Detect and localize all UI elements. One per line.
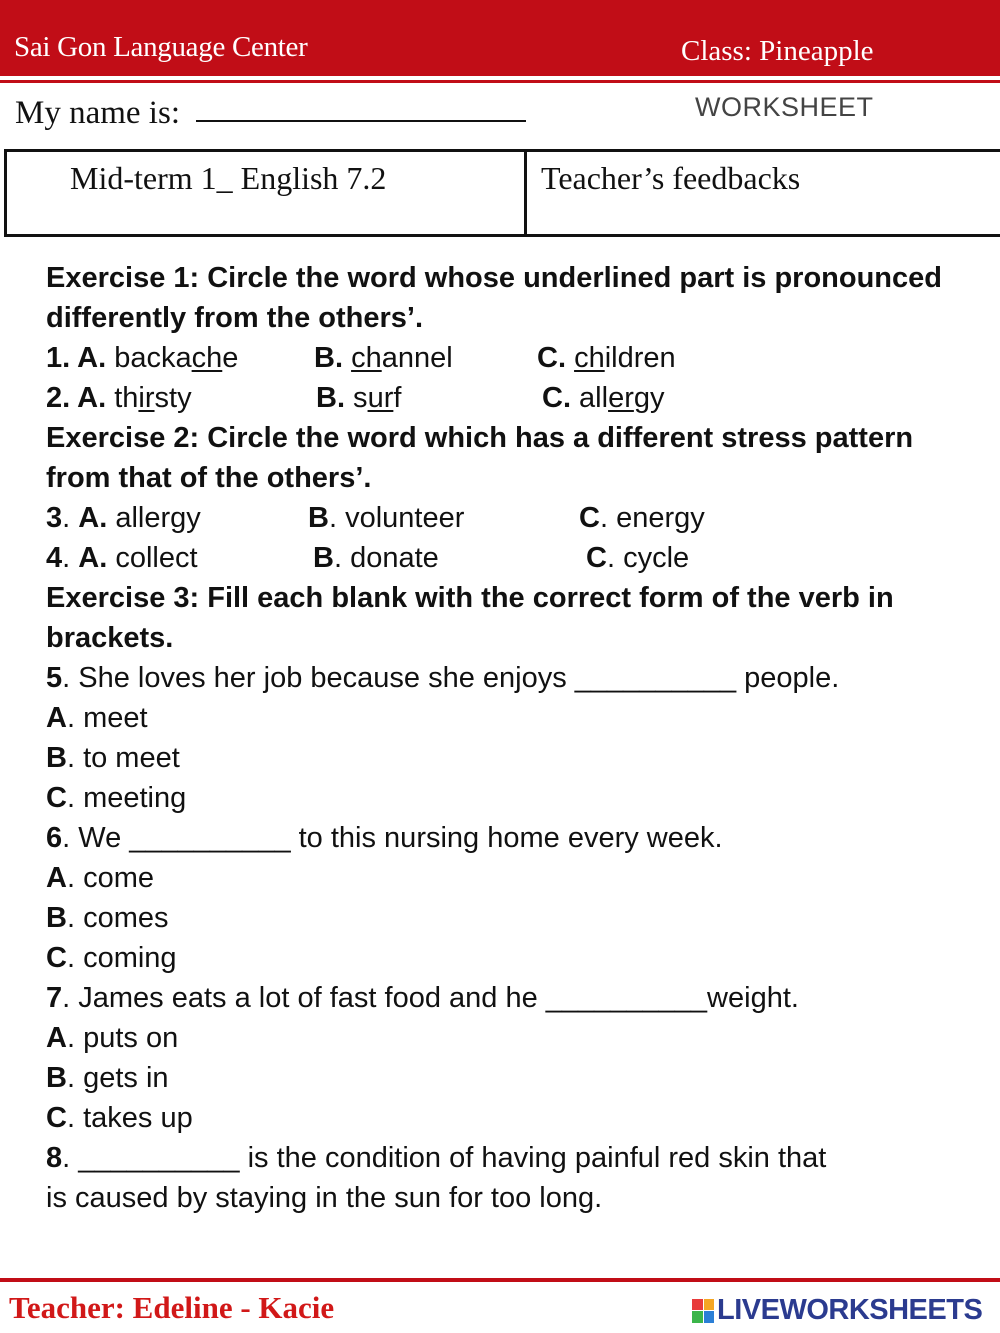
q7-number: 7 [46,982,63,1014]
q5-c-text: . meeting [66,782,187,814]
teacher-credit: Teacher: Edeline - Kacie [9,1290,335,1325]
q6-b-letter: B [46,902,67,934]
q3-option-c[interactable] [579,498,705,538]
q4-number: 4 [46,542,63,574]
feedback-label: Teacher’s feedbacks [541,160,801,196]
q3-c-text: . energy [599,502,705,534]
q5-a-text: . meet [66,702,148,734]
q7-option-a[interactable] [46,1018,976,1058]
q7-stem: . James eats a lot of fast food and he __________weight. [62,982,799,1014]
q5-b-text: . to meet [66,742,180,774]
name-label: My name is: [15,95,180,131]
q3-c-letter: C [579,502,600,534]
q1-b-letter: B. [314,342,343,374]
q6-option-a[interactable] [46,858,976,898]
exercise-3-heading: Exercise 3: Fill each blank with the correct form of the verb in brackets. [46,582,894,654]
liveworksheets-brand: LIVEWORKSHEETS [717,1294,983,1326]
q2-b-underline: ur [367,382,394,414]
q4-a-letter: A. [78,542,108,574]
q5-number: 5 [46,662,63,694]
q7-option-b[interactable] [46,1058,976,1098]
q7-c-text: . takes up [66,1102,193,1134]
q2-c-text: all [571,382,609,414]
q7-a-text: . puts on [66,1022,179,1054]
exercise-2-heading: Exercise 2: Circle the word which has a different stress pattern from that of the others’. [46,422,914,494]
q2-a-underline: ir [138,382,155,414]
worksheet-label: WORKSHEET [695,92,874,122]
question-3: 3. A. allergy B. volunteer C. energy [46,498,976,538]
q2-option-b[interactable] [316,378,401,418]
liveworksheets-logo[interactable] [692,1294,982,1327]
q2-b-text-end: f [393,382,402,414]
q2-c-underline: er [608,382,634,414]
q5-option-c[interactable] [46,778,976,818]
q1-b-underline: ch [351,342,382,374]
q1-a-text-end: e [222,342,239,374]
info-box-divider [524,149,527,237]
question-2 [46,378,976,418]
q1-a-text: backa [106,342,192,374]
q3-option-b[interactable] [308,498,464,538]
q5-a-letter: A [46,702,67,734]
exercise-content [46,258,976,1218]
q5-option-b[interactable] [46,738,976,778]
q2-a-text: th [106,382,139,414]
q2-number: 2. [46,382,78,414]
q2-b-text: s [345,382,368,414]
q1-a-underline: ch [191,342,223,374]
q1-c-letter: C. [537,342,566,374]
question-6 [46,818,976,858]
q7-b-text: . gets in [66,1062,169,1094]
name-input-line[interactable] [196,120,526,122]
q8-stem-line2: is caused by staying in the sun for too long. [46,1182,603,1214]
q1-option-c[interactable] [537,338,676,378]
q3-a-letter: A. [78,502,108,534]
q6-option-c[interactable] [46,938,976,978]
q6-number: 6 [46,822,63,854]
q6-a-letter: A [46,862,67,894]
q5-c-letter: C [46,782,67,814]
q4-option-c[interactable] [586,538,689,578]
q1-option-b[interactable] [314,338,453,378]
q7-a-letter: A [46,1022,67,1054]
q3-number: 3 [46,502,63,534]
q1-b-text [343,342,351,374]
q4-option-b[interactable] [313,538,439,578]
q3-b-letter: B [308,502,329,534]
q4-c-letter: C [586,542,607,574]
footer-divider [0,1278,1000,1282]
exercise-1-heading: Exercise 1: Circle the word whose underlined part is pronounced differently from the others’. [46,262,942,334]
q8-stem-line1: . __________ is the condition of having painful red skin that [62,1142,827,1174]
q8-number: 8 [46,1142,63,1174]
q5-stem: . She loves her job because she enjoys __________ people. [62,662,840,694]
q4-b-text: . donate [333,542,439,574]
q2-option-c[interactable] [542,378,665,418]
question-5 [46,658,976,698]
q4-c-text: . cycle [606,542,690,574]
q4-b-letter: B [313,542,334,574]
q6-c-text: . coming [66,942,177,974]
q3-a-text: allergy [107,502,201,534]
q1-number: 1. [46,342,78,374]
q7-c-letter: C [46,1102,67,1134]
q5-option-a[interactable] [46,698,976,738]
q2-a-text-end: sty [154,382,192,414]
q2-b-letter: B. [316,382,345,414]
q2-a-letter: A. [77,382,107,414]
question-8 [46,1138,976,1178]
q1-b-text-end: annel [381,342,453,374]
q1-a-letter: A. [77,342,107,374]
q1-c-underline: ch [574,342,605,374]
q7-b-letter: B [46,1062,67,1094]
liveworksheets-icon [692,1299,714,1323]
q4-a-text: collect [107,542,198,574]
question-4: 4. A. collect B. donate C. cycle [46,538,976,578]
q6-a-text: . come [66,862,154,894]
test-title: Mid-term 1_ English 7.2 [70,160,387,196]
q2-c-text-end: gy [633,382,665,414]
q7-option-c[interactable] [46,1098,976,1138]
q2-c-letter: C. [542,382,571,414]
q6-c-letter: C [46,942,67,974]
q1-c-text [566,342,574,374]
question-1 [46,338,976,378]
class-label: Class: Pineapple [681,35,874,67]
q6-option-b[interactable] [46,898,976,938]
header-divider [0,80,1000,83]
q5-b-letter: B [46,742,67,774]
q1-c-text-end: ildren [604,342,676,374]
q3-b-text: . volunteer [328,502,465,534]
q6-stem: . We __________ to this nursing home every week. [62,822,723,854]
q6-b-text: . comes [66,902,169,934]
center-name: Sai Gon Language Center [14,31,308,63]
question-7 [46,978,976,1018]
